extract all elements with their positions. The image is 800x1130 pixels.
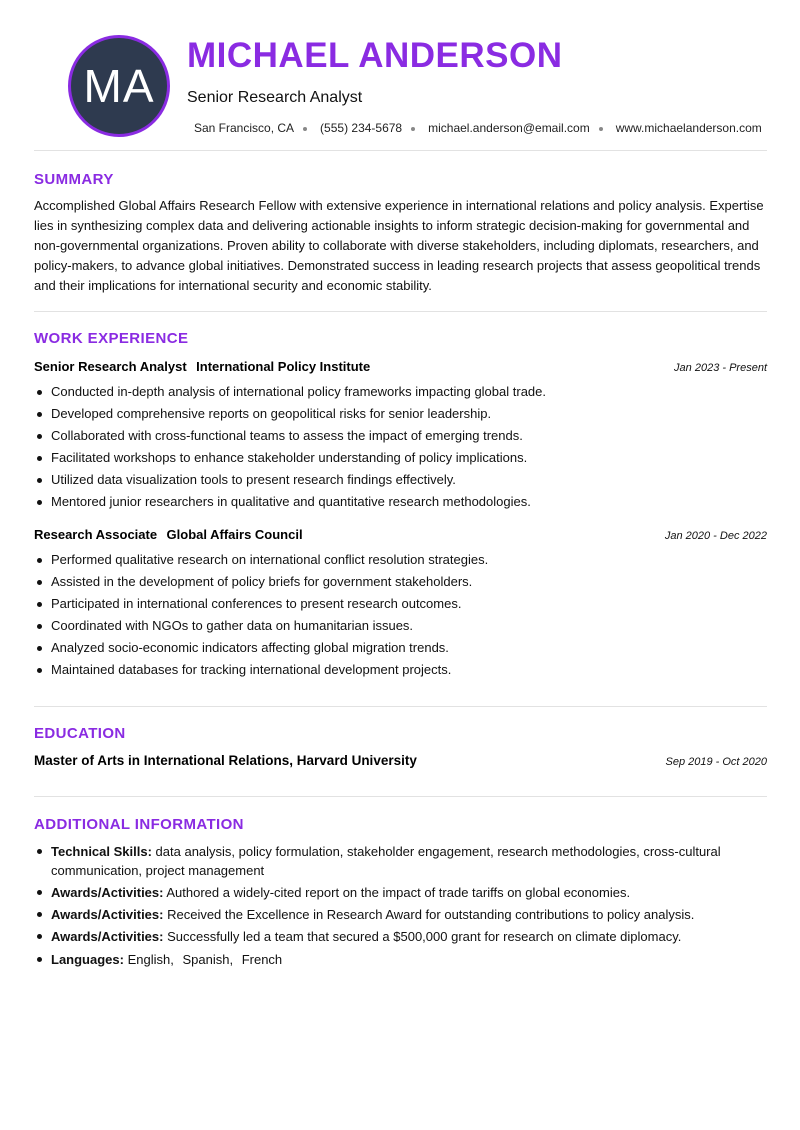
contact-phone[interactable]: (555) 234-5678 <box>320 121 403 135</box>
separator-dot-icon <box>599 127 603 131</box>
list-item: Mentored junior researchers in qualitative and quantitative research methodologies. <box>34 491 770 513</box>
summary-text: Accomplished Global Affairs Research Fellow with extensive experience in international relations and policy analysis. Expertise lies in synthesizing complex data and delivering actionable insights to inform strategic decision-making for governmental and non-governmental organizations. Proven ability to collaborate with diverse stakeholders, including diplomats, researchers, and policy-makers, to advance global initiatives. Demonstrated success in leading research projects that assess geopolitical trends and their implications for international security and economic stability. <box>34 198 764 293</box>
candidate-title: Senior Research Analyst <box>187 89 363 106</box>
list-item: Utilized data visualization tools to present research findings effectively. <box>34 469 770 491</box>
education-heading: EDUCATION <box>34 725 126 742</box>
job-organization: Global Affairs Council <box>166 527 303 542</box>
info-text: Authored a widely-cited report on the impact of trade tariffs on global economies. <box>166 885 631 900</box>
contact-website[interactable]: www.michaelanderson.com <box>615 121 762 135</box>
job-bullet-list <box>34 381 770 513</box>
list-item: Assisted in the development of policy briefs for government stakeholders. <box>34 571 770 593</box>
job-role: Senior Research Analyst <box>34 359 187 374</box>
list-item <box>34 950 770 969</box>
resume-header <box>34 0 767 150</box>
education-date: Sep 2019 - Oct 2020 <box>665 756 767 768</box>
work-experience-heading: WORK EXPERIENCE <box>34 330 189 347</box>
list-item: Facilitated workshops to enhance stakeholder understanding of policy implications. <box>34 447 770 469</box>
list-item: Participated in international conferences to present research outcomes. <box>34 593 770 615</box>
job-header <box>34 526 767 544</box>
info-label: Awards/Activities: <box>51 907 164 922</box>
contact-location: San Francisco, CA <box>194 121 295 135</box>
list-item: Coordinated with NGOs to gather data on humanitarian issues. <box>34 615 770 637</box>
info-text: Successfully led a team that secured a $500,000 grant for research on climate diplomacy. <box>167 929 682 944</box>
contact-email[interactable]: michael.anderson@email.com <box>428 121 590 135</box>
additional-info-heading: ADDITIONAL INFORMATION <box>34 816 244 833</box>
language-item: Spanish, <box>182 952 234 967</box>
job-bullet-list <box>34 549 770 681</box>
language-item: French <box>241 952 283 967</box>
contact-row <box>194 121 762 135</box>
list-item: Maintained databases for tracking international development projects. <box>34 659 770 681</box>
info-text: data analysis, policy formulation, stakeholder engagement, research methodologies, cross-cultural communication, project management <box>51 844 721 878</box>
separator-dot-icon <box>411 127 415 131</box>
list-item <box>34 883 770 902</box>
job-organization: International Policy Institute <box>196 359 371 374</box>
list-item <box>34 905 770 924</box>
separator-dot-icon <box>303 127 307 131</box>
list-item: Collaborated with cross-functional teams to assess the impact of emerging trends. <box>34 425 770 447</box>
info-text: Received the Excellence in Research Award for outstanding contributions to policy analysis. <box>167 907 695 922</box>
education-degree: Master of Arts in International Relations, Harvard University <box>34 753 417 768</box>
divider <box>34 311 767 312</box>
avatar: MA <box>68 35 170 137</box>
divider <box>34 706 767 707</box>
info-label: Awards/Activities: <box>51 929 164 944</box>
job-date: Jan 2023 - Present <box>674 362 767 374</box>
divider <box>34 796 767 797</box>
language-item: English, <box>127 952 174 967</box>
list-item: Conducted in-depth analysis of international policy frameworks impacting global trade. <box>34 381 770 403</box>
info-label: Awards/Activities: <box>51 885 164 900</box>
list-item: Performed qualitative research on international conflict resolution strategies. <box>34 549 770 571</box>
list-item: Developed comprehensive reports on geopolitical risks for senior leadership. <box>34 403 770 425</box>
additional-info-list <box>34 842 770 972</box>
candidate-name: MICHAEL ANDERSON <box>187 36 563 75</box>
languages-label: Languages: <box>51 952 124 967</box>
list-item: Analyzed socio-economic indicators affecting global migration trends. <box>34 637 770 659</box>
job-date: Jan 2020 - Dec 2022 <box>664 530 767 542</box>
summary-heading: SUMMARY <box>34 171 114 188</box>
job-role: Research Associate <box>34 527 158 542</box>
list-item <box>34 842 770 880</box>
education-row <box>34 753 767 768</box>
job-header <box>34 358 767 376</box>
info-label: Technical Skills: <box>51 844 152 859</box>
list-item <box>34 927 770 946</box>
divider <box>34 150 767 151</box>
